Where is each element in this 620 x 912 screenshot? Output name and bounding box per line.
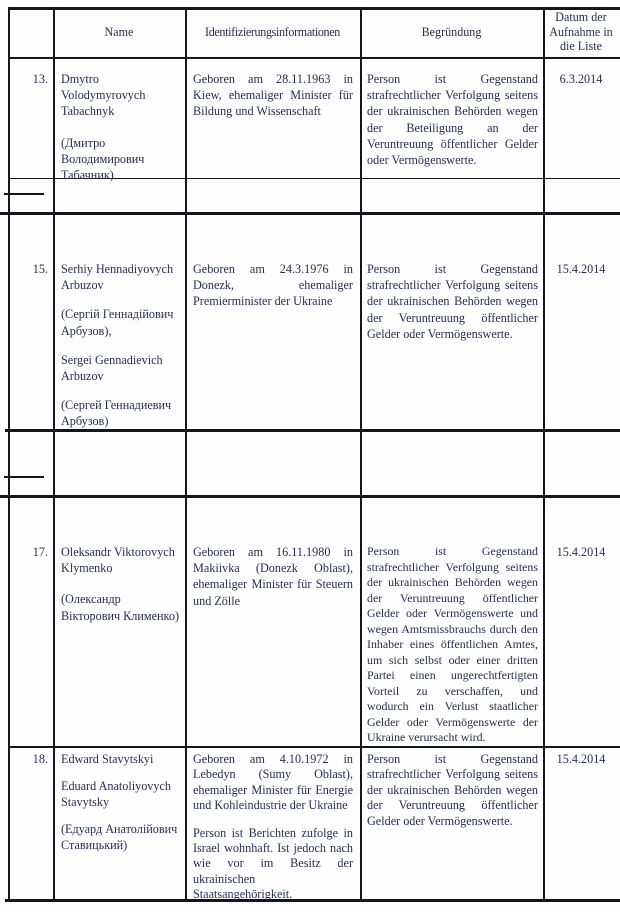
- column-divider-info-reason: [360, 7, 362, 900]
- identification-paragraph: Geboren am 28.11.1963 in Kiew, ehemaliger Minister für Bildung und Wissenschaft: [193, 72, 353, 119]
- cell-reason: [367, 544, 538, 745]
- cell-name: [61, 544, 182, 624]
- cell-entry-number: 15.: [32, 262, 48, 276]
- cell-name: [61, 71, 182, 183]
- name-cyrillic: (Сергій Геннадійович Арбузов),: [61, 307, 174, 338]
- cell-listing-date: 15.4.2014: [556, 262, 606, 276]
- cell-entry-number: 18.: [32, 752, 48, 766]
- cell-identification-info: [193, 71, 353, 120]
- column-header-name-label: Name: [104, 24, 134, 39]
- column-divider-number-name: [53, 7, 55, 900]
- column-header-reason: [361, 9, 542, 55]
- column-header-date-label: Datum der Aufnahme in die Liste: [549, 10, 613, 54]
- column-header-info: [186, 9, 359, 55]
- identification-paragraph: Geboren am 24.3.1976 in Donezk, ehemaliger Premierminister der Ukraine: [193, 262, 353, 309]
- name-cyrillic-alt: (Сергей Геннадиевич Арбузов): [61, 398, 172, 429]
- cell-identification-info: [193, 544, 353, 609]
- reason-paragraph: Person ist Gegenstand strafrechtlicher Verfolgung seitens der ukrainischen Behörden wegen der Veruntreuung öffentlicher Gelder oder Vermögenswerte.: [367, 752, 538, 828]
- name-cyrillic: (Дмитро Володимирович Табачник): [61, 135, 145, 183]
- cell-name: [61, 261, 182, 430]
- column-header-date: [544, 9, 618, 55]
- name-latin: Oleksandr Viktorovych Klymenko: [61, 545, 175, 576]
- section-divider-thick: [0, 495, 620, 498]
- row-divider-header: [8, 57, 620, 59]
- cell-name: [61, 752, 182, 853]
- cell-entry-number: 13.: [32, 72, 48, 86]
- identification-paragraph: Geboren am 4.10.1972 in Lebedyn (Sumy Oblast), ehemaliger Minister für Energie und Kohleindustrie der Ukraine: [193, 752, 353, 813]
- name-latin: Edward Stavytskyi: [61, 752, 154, 766]
- row-divider: [8, 746, 620, 748]
- reason-paragraph: Person ist Gegenstand strafrechtlicher Verfolgung seitens der ukrainischen Behörden wegen der Beteiligung an der Veruntreuung öffentlicher Gelder oder Vermögenswerte.: [367, 72, 538, 168]
- name-latin-alt: Eduard Anatoliyovych Stavytsky: [61, 779, 172, 809]
- deleted-entry-dash: [4, 193, 44, 195]
- deleted-entry-dash: [4, 476, 44, 478]
- column-header-name: [54, 9, 184, 55]
- column-header-info-label: Identifizierungsinformationen: [205, 24, 340, 39]
- cell-identification-info: [193, 752, 353, 903]
- cell-listing-date: 15.4.2014: [556, 752, 606, 766]
- reason-paragraph: Person ist Gegenstand strafrechtlicher Verfolgung seitens der ukrainischen Behörden wegen der Veruntreuung öffentlicher Gelder oder Vermögenswerte.: [367, 262, 538, 341]
- name-cyrillic: (Олександр Вікторович Клименко): [61, 592, 180, 623]
- cell-reason: [367, 752, 538, 829]
- reason-paragraph: Person ist Gegenstand strafrechtlicher Verfolgung seitens der ukrainischen Behörden wegen der Veruntreuung öffentlicher Gelder oder Vermögenswerte und wegen Amtsmissbrauchs durch den Inhaber eines öffentlichen Amtes, um sich selbst oder einer dritten Partei einen ungerechtfertigten Vorteil zu verschaffen, und wodurch ein Verlust staatlicher Gelder oder Vermögenswerte der Ukraine verursacht wird.: [367, 544, 538, 744]
- cell-entry-number: 17.: [32, 545, 48, 559]
- name-latin: Serhiy Hennadiyovych Arbuzov: [61, 262, 174, 293]
- cell-reason: [367, 261, 538, 342]
- column-divider-name-info: [185, 7, 187, 900]
- name-cyrillic: (Едуард Анатолійович Ставицький): [61, 822, 178, 852]
- cell-listing-date: 6.3.2014: [559, 72, 603, 86]
- cell-listing-date: 15.4.2014: [556, 545, 606, 559]
- name-latin-alt: Sergei Gennadievich Arbuzov: [61, 352, 163, 384]
- name-latin: Dmytro Volodymyrovych Tabachnyk: [61, 72, 146, 119]
- identification-paragraph: Geboren am 16.11.1980 in Makiivka (Donezk Oblast), ehemaliger Minister für Steuern und Zölle: [193, 545, 353, 608]
- cell-reason: [367, 71, 538, 168]
- column-header-reason-label: Begründung: [421, 24, 482, 39]
- identification-paragraph: Person ist Berichten zufolge in Israel wohnhaft. Ist jedoch nach wie vor im Besitz der ukrainischen Staatsangehörigkeit.: [193, 825, 353, 902]
- cell-identification-info: [193, 261, 353, 310]
- section-divider-thick: [0, 212, 620, 215]
